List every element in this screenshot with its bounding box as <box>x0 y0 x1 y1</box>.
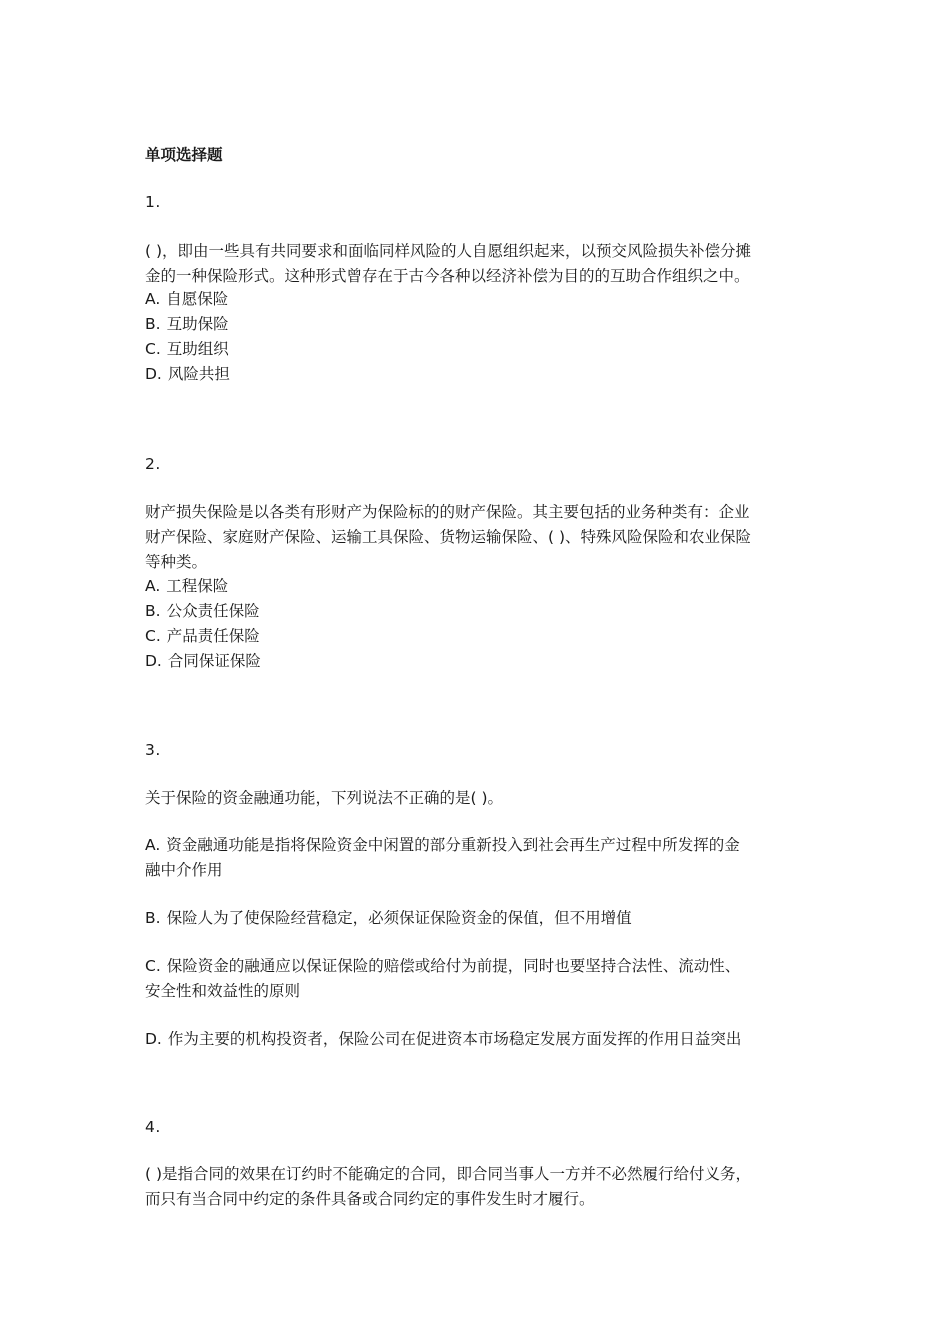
question-2-stem <box>145 500 805 575</box>
option-line: 融中介作用 <box>145 861 223 879</box>
question-2-stem-line: 财产保险、家庭财产保险、运输工具保险、货物运输保险、( )、特殊风险保险和农业保险 <box>145 528 752 546</box>
option-letter: D. <box>145 652 162 670</box>
option-text: 产品责任保险 <box>166 627 260 645</box>
question-1-option-d <box>145 362 805 387</box>
question-4-number: 4. <box>145 1118 161 1136</box>
question-3-number: 3. <box>145 741 161 759</box>
question-2-option-d <box>145 649 805 674</box>
question-1-option-a <box>145 287 805 312</box>
question-1-stem-line: ( )，即由一些具有共同要求和面临同样风险的人自愿组织起来，以预交风险损失补偿分摊 <box>145 242 752 260</box>
option-line <box>145 906 805 931</box>
option-letter: A. <box>145 290 161 308</box>
option-line <box>145 1027 805 1052</box>
option-line: 安全性和效益性的原则 <box>145 982 301 1000</box>
option-letter: D. <box>145 1030 162 1048</box>
question-1-options <box>145 287 805 387</box>
option-text: 作为主要的机构投资者，保险公司在促进资本市场稳定发展方面发挥的作用日益突出 <box>167 1030 742 1048</box>
option-text: 自愿保险 <box>166 290 229 308</box>
question-1-option-c <box>145 337 805 362</box>
question-2-stem-line: 财产损失保险是以各类有形财产为保险标的的财产保险。其主要包括的业务种类有：企业 <box>145 503 750 521</box>
question-3-option-b <box>145 906 805 931</box>
question-1-stem <box>145 239 805 289</box>
question-2-option-b <box>145 599 805 624</box>
option-letter: B. <box>145 602 161 620</box>
option-letter: A. <box>145 577 161 595</box>
option-text: 互助组织 <box>166 340 229 358</box>
question-4-stem-line: 而只有当合同中约定的条件具备或合同约定的事件发生时才履行。 <box>145 1190 595 1208</box>
option-text: 工程保险 <box>166 577 229 595</box>
option-letter: B. <box>145 315 161 333</box>
option-letter: D. <box>145 365 162 383</box>
question-3-option-d <box>145 1027 805 1052</box>
option-text: 公众责任保险 <box>166 602 260 620</box>
question-2-number: 2. <box>145 455 161 473</box>
option-letter: C. <box>145 340 161 358</box>
question-2-stem-line: 等种类。 <box>145 553 208 571</box>
question-2-options <box>145 574 805 674</box>
question-1-number: 1. <box>145 193 161 211</box>
question-3-stem <box>145 786 805 811</box>
option-line <box>145 954 805 979</box>
question-4-stem <box>145 1162 805 1212</box>
option-line <box>145 833 805 858</box>
option-letter: A. <box>145 836 161 854</box>
question-4-stem-line: ( )是指合同的效果在订约时不能确定的合同，即合同当事人一方并不必然履行给付义务， <box>145 1165 752 1183</box>
question-2-option-a <box>145 574 805 599</box>
option-text: 保险资金的融通应以保证保险的赔偿或给付为前提，同时也要坚持合法性、流动性、 <box>166 957 741 975</box>
option-text: 保险人为了使保险经营稳定，必须保证保险资金的保值，但不用增值 <box>166 909 632 927</box>
option-letter: C. <box>145 627 161 645</box>
question-2-option-c <box>145 624 805 649</box>
question-3-option-c <box>145 954 805 1004</box>
question-1-stem-line: 金的一种保险形式。这种形式曾存在于古今各种以经济补偿为目的的互助合作组织之中。 <box>145 267 750 285</box>
question-3-stem-line: 关于保险的资金融通功能，下列说法不正确的是( )。 <box>145 789 504 807</box>
option-text: 合同保证保险 <box>167 652 261 670</box>
option-text: 资金融通功能是指将保险资金中闲置的部分重新投入到社会再生产过程中所发挥的金 <box>166 836 740 854</box>
question-3-option-a <box>145 833 805 883</box>
option-text: 风险共担 <box>167 365 230 383</box>
option-text: 互助保险 <box>166 315 229 333</box>
option-letter: C. <box>145 957 161 975</box>
question-1-option-b <box>145 312 805 337</box>
section-title: 单项选择题 <box>145 146 223 164</box>
option-letter: B. <box>145 909 161 927</box>
